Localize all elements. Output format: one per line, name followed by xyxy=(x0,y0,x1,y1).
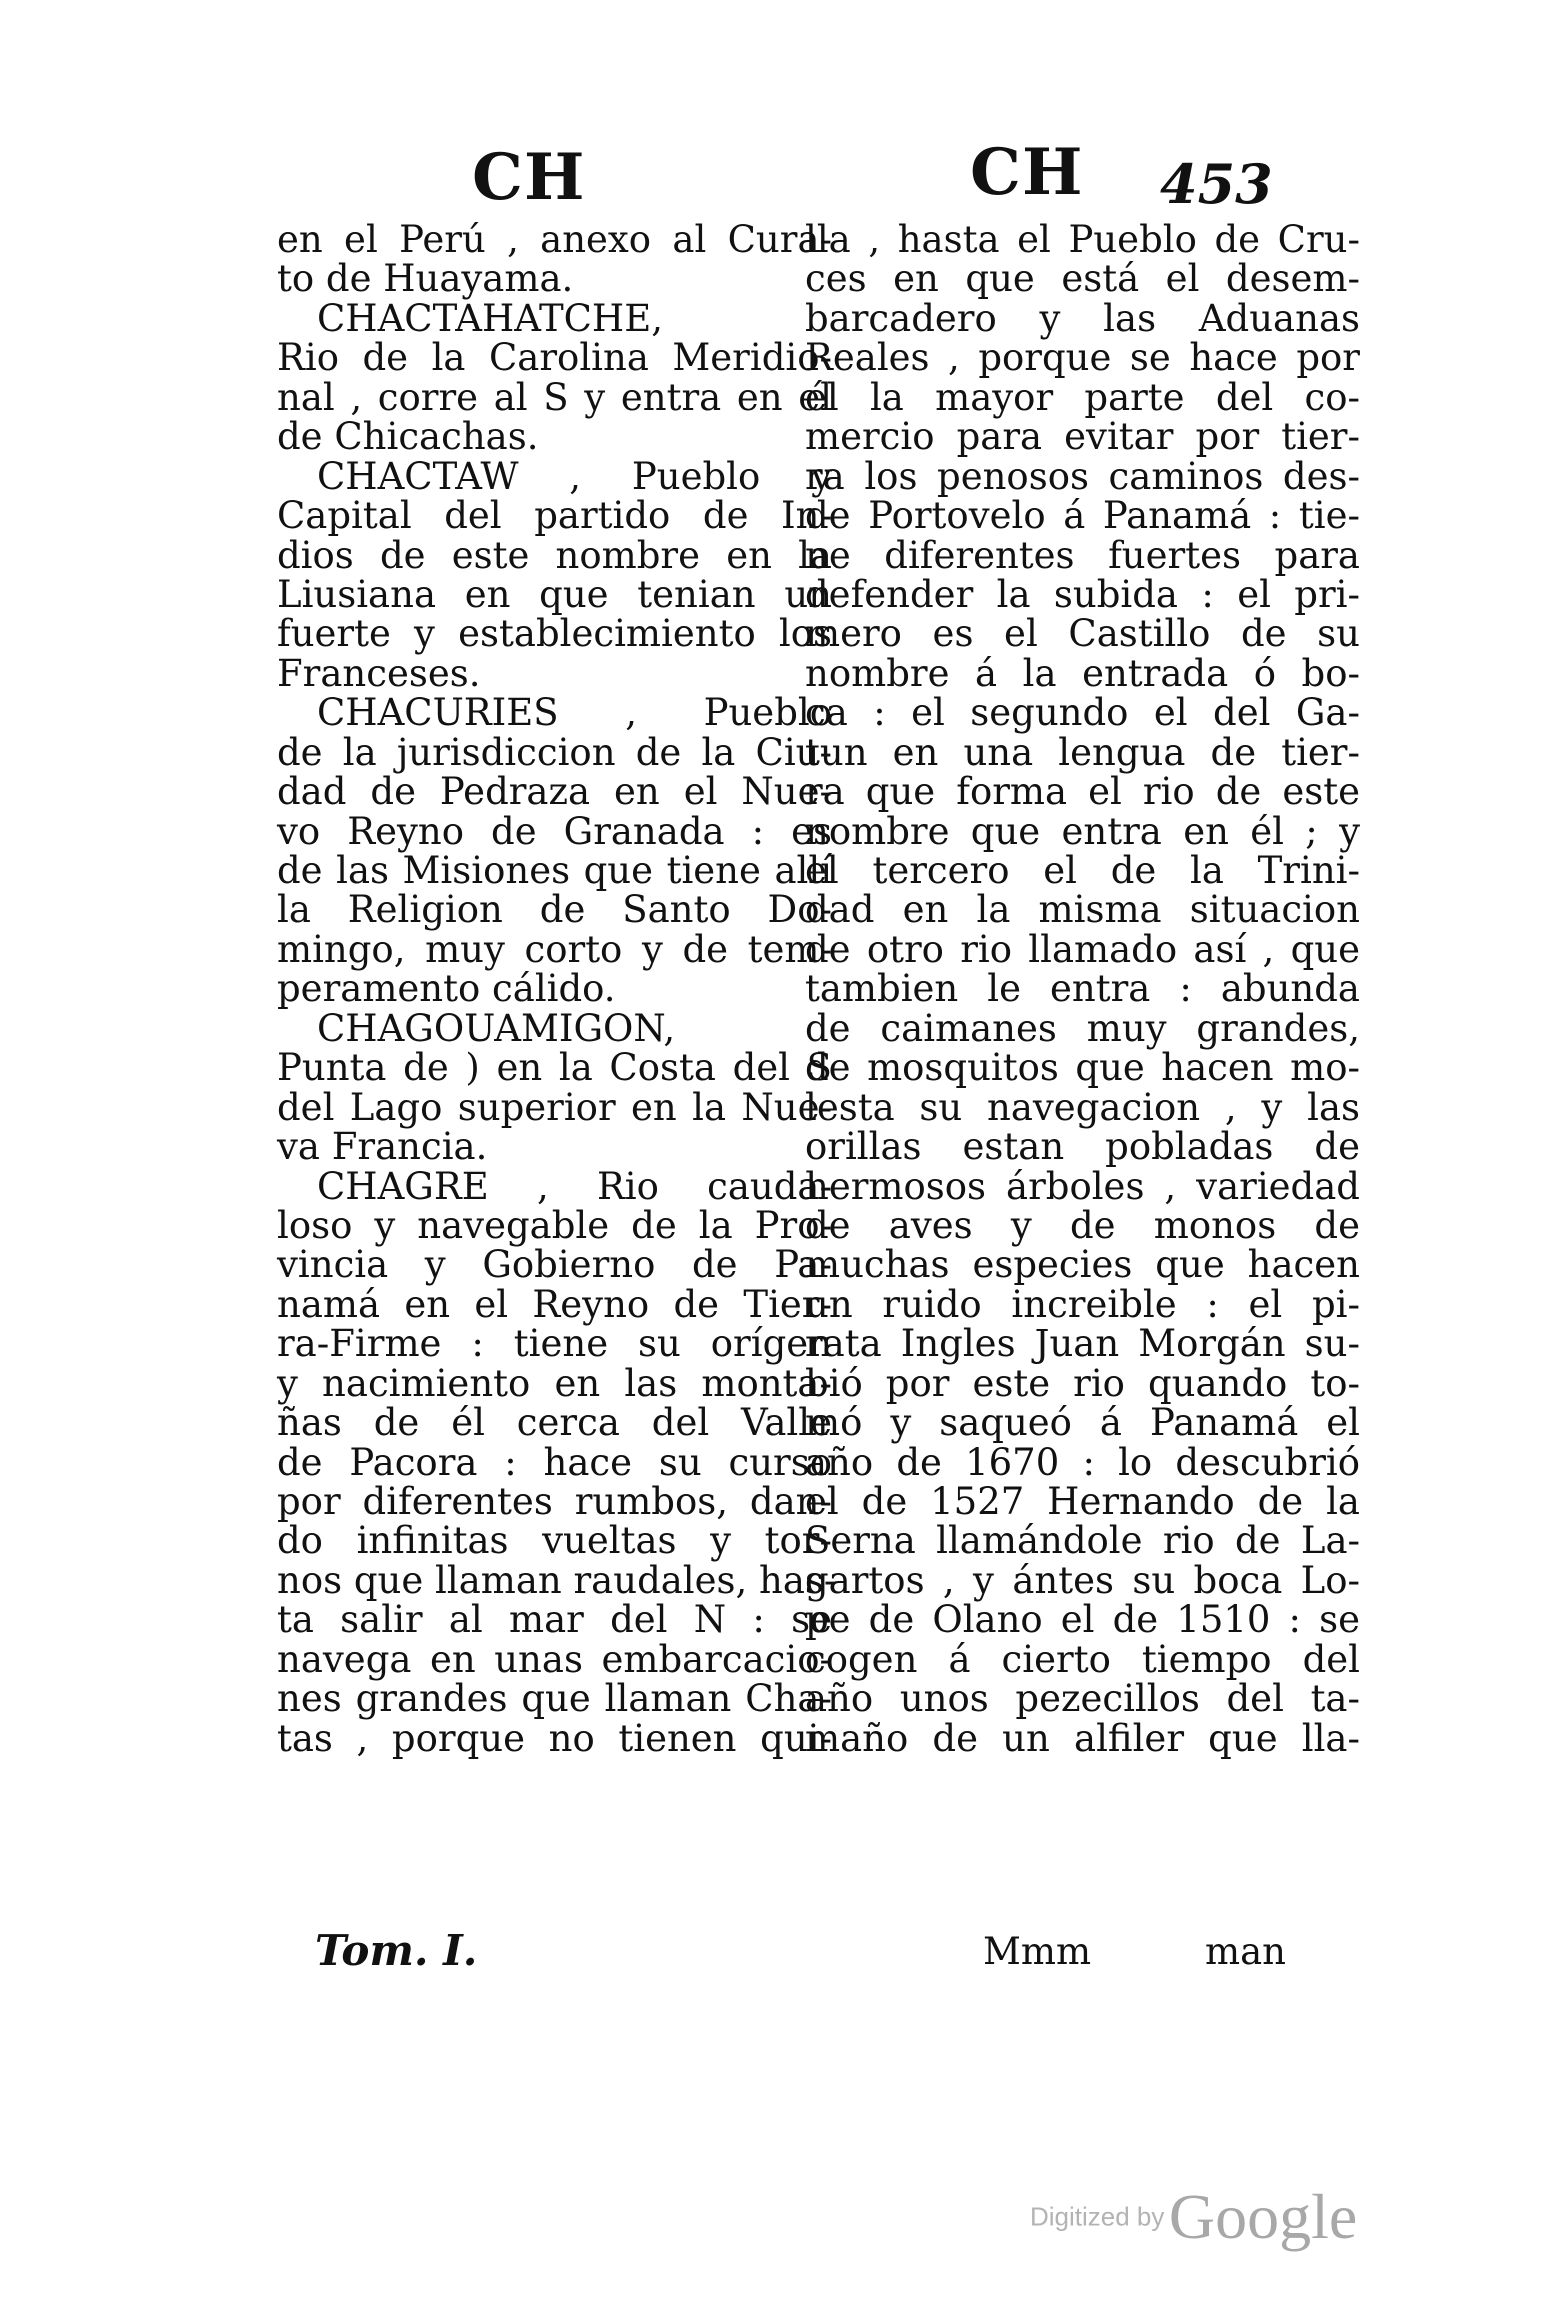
text-line: Capital del partido de In- xyxy=(277,494,832,538)
watermark-prefix: Digitized by xyxy=(1030,2201,1165,2232)
text-line: muchas especies que hacen xyxy=(805,1243,1360,1287)
text-line: tun en una lengua de tier- xyxy=(805,730,1360,774)
text-line: un ruido increible : el pi- xyxy=(805,1282,1360,1326)
text-line: del Lago superior en la Nue- xyxy=(277,1085,832,1129)
text-line: de Chicachas. xyxy=(277,415,539,459)
text-line: de aves y de monos de xyxy=(805,1203,1360,1247)
entry-heading: CHACURIES , Pueblo xyxy=(317,691,832,735)
text-line: dad de Pedraza en el Nue- xyxy=(277,770,832,814)
running-head-left: CH xyxy=(472,140,586,215)
digitized-watermark xyxy=(1030,2180,1357,2254)
text-line: de las Misiones que tiene allí xyxy=(277,849,832,892)
text-line: dios de este nombre en la xyxy=(277,533,832,577)
text-line: Punta de ) en la Costa del S xyxy=(277,1046,832,1090)
text-line: maño de un alfiler que lla- xyxy=(805,1716,1360,1760)
volume-label: Tom. I. xyxy=(315,1926,478,1975)
text-line: nos que llaman raudales, has- xyxy=(277,1558,837,1602)
text-line: en el Perú , anexo al Cura- xyxy=(277,218,832,261)
right-column xyxy=(805,220,1360,1758)
text-line: dad en la misma situacion xyxy=(805,888,1360,932)
google-logo: Google xyxy=(1168,2181,1358,2252)
entry-heading: CHACTAHATCHE, xyxy=(317,296,663,340)
text-line: nal , corre al S y entra en el xyxy=(277,375,832,419)
text-line: lesta su navegacion , y las xyxy=(805,1085,1360,1129)
text-line: bió por este rio quando to- xyxy=(805,1361,1360,1405)
text-line: de mosquitos que hacen mo- xyxy=(805,1046,1360,1090)
text-line: de Portovelo á Panamá : tie- xyxy=(805,494,1360,538)
text-line: ra-Firme : tiene su orígen xyxy=(277,1322,832,1366)
text-line: el de 1527 Hernando de la xyxy=(805,1480,1360,1523)
left-column xyxy=(277,218,837,1760)
text-line: mó y saqueó á Panamá el xyxy=(805,1401,1360,1445)
text-line: ne diferentes fuertes para xyxy=(805,533,1360,577)
text-line: el tercero el de la Trini- xyxy=(805,849,1360,892)
text-line: namá en el Reyno de Tier- xyxy=(277,1282,832,1326)
text-line: rata Ingles Juan Morgán su- xyxy=(805,1322,1360,1366)
text-line: tambien le entra : abunda xyxy=(805,967,1360,1011)
text-line: mero es el Castillo de su xyxy=(805,612,1360,656)
text-line: por diferentes rumbos, dan- xyxy=(277,1480,832,1523)
text-line: orillas estan pobladas de xyxy=(805,1125,1360,1169)
text-line: ta salir al mar del N : se xyxy=(277,1598,832,1642)
signature-mark: Mmm xyxy=(983,1930,1092,1973)
text-line: fuerte y establecimiento los xyxy=(277,612,832,656)
running-head-right: CH xyxy=(970,135,1084,210)
text-line: la Religion de Santo Do- xyxy=(277,888,832,932)
text-line: defender la subida : el pri- xyxy=(805,572,1360,616)
text-line: mingo, muy corto y de tem- xyxy=(277,927,832,971)
text-line: pe de Olano el de 1510 : se xyxy=(805,1598,1360,1642)
text-line: gartos , y ántes su boca Lo- xyxy=(805,1558,1360,1602)
text-line: nombre á la entrada ó bo- xyxy=(805,651,1360,695)
text-line: Franceses. xyxy=(277,651,481,695)
text-line: de otro rio llamado así , que xyxy=(805,927,1360,971)
text-line: año unos pezecillos del ta- xyxy=(805,1677,1360,1721)
text-line: lla , hasta el Pueblo de Cru- xyxy=(805,218,1360,261)
text-line: loso y navegable de la Pro- xyxy=(277,1203,832,1247)
text-line: nombre que entra en él ; y xyxy=(805,809,1360,853)
text-line: de la jurisdiccion de la Ciu- xyxy=(277,730,832,774)
catchword: man xyxy=(1205,1930,1286,1973)
text-line: año de 1670 : lo descubrió xyxy=(805,1440,1360,1484)
text-line: tas , porque no tienen qui- xyxy=(277,1716,832,1760)
entry-heading: CHAGOUAMIGON, xyxy=(317,1006,676,1050)
text-line: de caimanes muy grandes, xyxy=(805,1006,1360,1050)
text-line: vincia y Gobierno de Pa- xyxy=(277,1243,832,1287)
text-line: va Francia. xyxy=(277,1125,488,1169)
text-line: Serna llamándole rio de La- xyxy=(805,1519,1360,1563)
text-line: ra que forma el rio de este xyxy=(805,770,1360,814)
text-line: Rio de la Carolina Meridio- xyxy=(277,336,832,380)
text-line: él la mayor parte del co- xyxy=(805,375,1360,419)
text-line: de Pacora : hace su curso xyxy=(277,1440,832,1484)
text-line: mercio para evitar por tier- xyxy=(805,415,1360,459)
text-line: do infinitas vueltas y tor- xyxy=(277,1519,832,1563)
text-line: to de Huayama. xyxy=(277,257,574,301)
entry-heading: CHAGRE , Rio cauda- xyxy=(317,1164,832,1208)
text-line: barcadero y las Aduanas xyxy=(805,296,1360,340)
text-line: ra los penosos caminos des- xyxy=(805,454,1360,498)
text-line: navega en unas embarcacio- xyxy=(277,1637,832,1681)
page-number: 453 xyxy=(1160,152,1273,216)
text-line: hermosos árboles , variedad xyxy=(805,1164,1360,1208)
text-line: cogen á cierto tiempo del xyxy=(805,1637,1360,1681)
text-line: ca : el segundo el del Ga- xyxy=(805,691,1360,735)
text-line: nes grandes que llaman Cha- xyxy=(277,1677,832,1721)
text-line: ces en que está el desem- xyxy=(805,257,1360,301)
text-line: Liusiana en que tenian un xyxy=(277,572,832,616)
text-line: Reales , porque se hace por xyxy=(805,336,1360,380)
text-line: ñas de él cerca del Valle xyxy=(277,1401,832,1445)
entry-heading: CHACTAW , Pueblo y xyxy=(317,454,832,498)
text-line: y nacimiento en las monta- xyxy=(277,1361,832,1405)
text-line: vo Reyno de Granada : es xyxy=(277,809,832,853)
text-line: peramento cálido. xyxy=(277,967,616,1011)
